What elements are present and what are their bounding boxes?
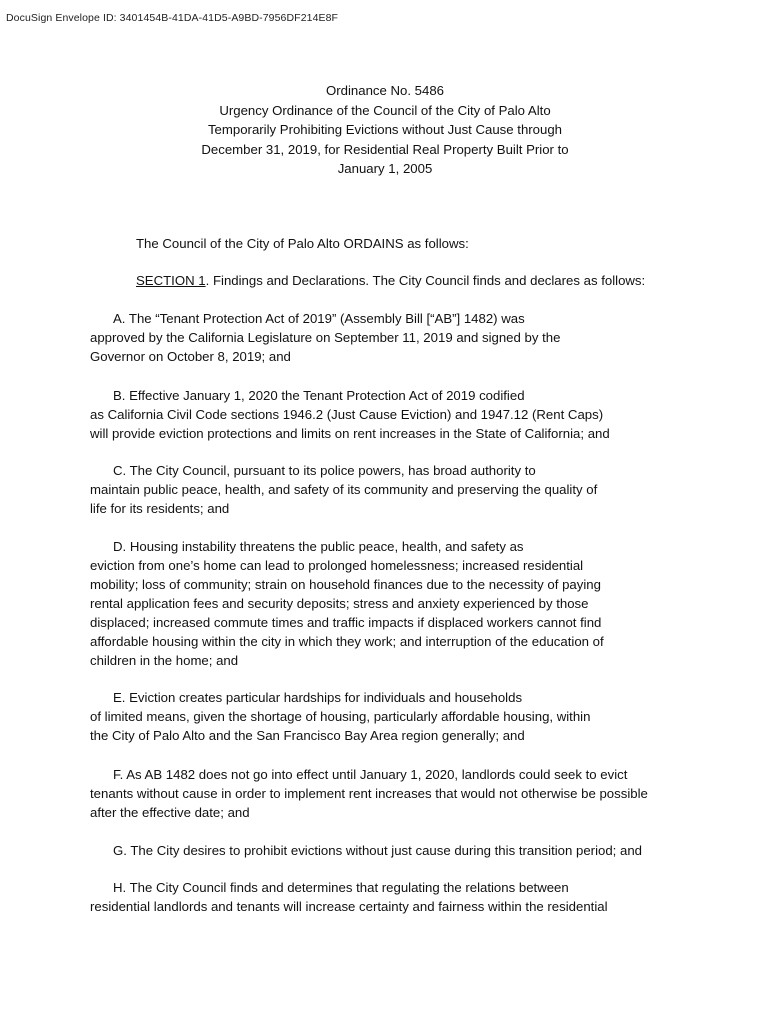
paragraph-line: as California Civil Code sections 1946.2 (Just Cause Eviction) and 1947.12 (Rent Caps) [90,407,604,422]
section-1-title: . Findings and Declarations. The City Council finds and declares as follows: [205,273,646,288]
paragraph-line: B. Effective January 1, 2020 the Tenant Protection Act of 2019 codified [113,388,525,403]
paragraph-a [90,309,560,366]
paragraph-e [90,688,590,745]
paragraph-line: approved by the California Legislature on September 11, 2019 and signed by the [90,330,561,345]
ordinance-title-line: Temporarily Prohibiting Evictions without Just Cause through [207,122,563,137]
paragraph-line: life for its residents; and [90,501,230,516]
paragraph-h [90,878,608,916]
ordinance-title-line: January 1, 2005 [337,161,433,176]
ordinance-title-line: Urgency Ordinance of the Council of the City of Palo Alto [219,102,551,118]
paragraph-line: residential landlords and tenants will increase certainty and fairness within the residential [90,899,608,914]
paragraph-line: rental application fees and security deposits; stress and anxiety experienced by those [90,596,589,611]
ordinance-number: Ordinance No. 5486 [325,83,445,98]
paragraph-line: of limited means, given the shortage of housing, particularly affordable housing, within [90,709,591,724]
paragraph-line: after the effective date; and [90,805,250,820]
paragraph-line: tenants without cause in order to implement rent increases that would not otherwise be possible [90,786,648,801]
envelope-id: DocuSign Envelope ID: 3401454B-41DA-41D5-A9BD-7956DF214E8F [6,12,339,24]
paragraph-b [90,386,610,443]
paragraph-line: children in the home; and [90,653,239,668]
ordains-intro: The Council of the City of Palo Alto ORDAINS as follows: [136,236,469,251]
ordinance-title-line: December 31, 2019, for Residential Real Property Built Prior to [201,141,569,157]
paragraph-line: F. As AB 1482 does not go into effect until January 1, 2020, landlords could seek to evict [113,767,628,782]
section-1-heading [136,273,645,288]
paragraph-line: H. The City Council finds and determines that regulating the relations between [113,880,569,895]
section-1-label: SECTION 1 [136,273,206,288]
paragraph-line: E. Eviction creates particular hardships for individuals and households [113,690,523,705]
paragraph-d [90,537,604,670]
paragraph-line: maintain public peace, health, and safety of its community and preserving the quality of [90,482,598,497]
paragraph-line: Governor on October 8, 2019; and [90,349,291,364]
paragraph-line: mobility; loss of community; strain on household finances due to the necessity of paying [90,577,601,592]
paragraph-line: D. Housing instability threatens the public peace, health, and safety as [113,539,524,554]
paragraph-line: displaced; increased commute times and traffic impacts if displaced workers cannot find [90,615,602,630]
paragraph-g [90,841,642,860]
paragraph-line: C. The City Council, pursuant to its police powers, has broad authority to [113,463,536,478]
paragraph-f [90,765,648,822]
ordinance-title-block [0,81,770,179]
paragraph-line: affordable housing within the city in which they work; and interruption of the education of [90,634,604,649]
paragraph-line: eviction from one’s home can lead to prolonged homelessness; increased residential [90,558,584,573]
paragraph-line: the City of Palo Alto and the San Francisco Bay Area region generally; and [90,728,525,743]
paragraph-line: will provide eviction protections and limits on rent increases in the State of California; and [90,426,610,441]
paragraph-c [90,461,597,518]
paragraph-line: G. The City desires to prohibit evictions without just cause during this transition period; and [113,843,642,858]
paragraph-line: A. The “Tenant Protection Act of 2019” (Assembly Bill [“AB”] 1482) was [113,311,525,326]
